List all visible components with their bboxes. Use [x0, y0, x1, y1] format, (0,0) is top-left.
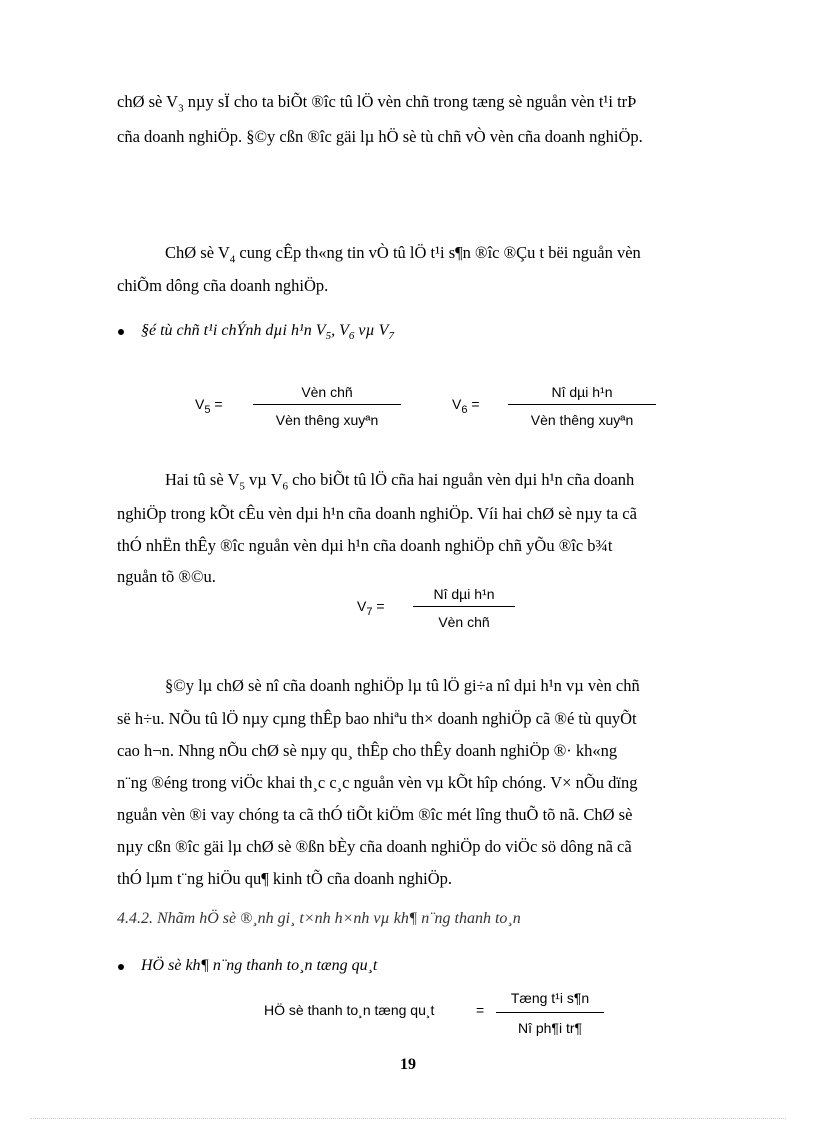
- para3-line4: nguån tõ ®©u.: [117, 567, 216, 586]
- para4-line6: nµy cßn ®îc gäi lµ chØ sè ®ßn bÈy cña doanh nghiÖp do viÖc sö dông nã cã: [117, 837, 632, 856]
- para1-line2: cña doanh nghiÖp. §©y cßn ®îc gäi lµ hÖ sè tù chñ vÒ vèn cña doanh nghiÖp.: [117, 127, 643, 146]
- formula-v5-denominator: Vèn thêng xuyªn: [275, 412, 379, 428]
- bullet-autonomy: §é tù chñ t¹i chÝnh dµi h¹n $V_5$, $V_6$ vµ $V_7$: [141, 322, 394, 342]
- formula-v7-denominator: Vèn chñ: [438, 614, 490, 630]
- formula-v7-numerator: Nî dµi h¹n: [433, 586, 495, 602]
- formula-v5-numerator: Vèn chñ: [301, 384, 353, 400]
- para3-line1: Hai tû sè $V_5$ vµ $V_6$ cho biÕt tû lÖ cña hai nguån vèn dµi h¹n cña doanh: [165, 470, 635, 493]
- formula-v7-bar: [413, 606, 515, 607]
- para3-line2: nghiÖp trong kÕt cÊu vèn dµi h¹n cña doanh nghiÖp. Víi hai chØ sè nµy ta cã: [117, 504, 637, 523]
- bullet-dot-icon: [118, 329, 124, 335]
- para1-line1: chØ sè $V_3$ nµy sÏ cho ta biÕt ®îc tû lÖ vèn chñ trong tæng sè nguån vèn t¹i trÞ: [117, 92, 637, 115]
- bullet-solvency: HÖ sè kh¶ n¨ng thanh to¸n tæng qu¸t: [141, 957, 377, 975]
- formula-v6-bar: [508, 404, 656, 405]
- para4-line5: nguån vèn ®i vay chóng ta cã thÓ tiÕt kiÖm ®îc mét lîng thuÕ tõ nã. ChØ sè: [117, 805, 633, 824]
- formula-tq-denominator: Nî ph¶i tr¶: [517, 1020, 583, 1036]
- para2-line2: chiÕm dông cña doanh nghiÖp.: [117, 276, 329, 295]
- para3-line3: thÓ nhËn thÊy ®îc nguån vèn dµi h¹n cña doanh nghiÖp chñ yÕu ®îc b¾t: [117, 536, 613, 555]
- section-heading: 4.4.2. Nhãm hÖ sè ®¸nh gi¸ t×nh h×nh vµ kh¶ n¨ng thanh to¸n: [117, 910, 521, 927]
- bullet-dot-icon: [118, 964, 124, 970]
- document-page: chØ sè $V_3$ nµy sÏ cho ta biÕt ®îc tû lÖ vèn chñ trong tæng sè nguån vèn t¹i trÞ cña doanh nghiÖp. §©y cßn ®îc gäi lµ hÖ sè tù chñ vÒ vèn cña doanh nghiÖp. ChØ sè $V_4$ cung cÊp th«ng tin vÒ tû lÖ t¹i s¶n ®îc ®Çu t bëi nguån vèn chiÕm dông cña doanh nghiÖp. §é tù chñ t¹i chÝnh dµi h¹n $V_5$, $V_6$ vµ $V_7$ $V_5$ = Vèn chñ Vèn thêng xuyªn $V_6$ = Nî dµi h¹n Vèn thêng xuyªn Hai tû sè $V_5$ vµ $V_6$ cho biÕt tû lÖ cña hai nguån vèn dµi h¹n cña doanh nghiÖp trong kÕt cÊu vèn dµi h¹n cña doanh nghiÖp. Víi hai chØ sè nµy ta cã thÓ nhËn thÊy ®îc nguån vèn dµi h¹n cña doanh nghiÖp chñ yÕu ®îc b¾t nguån tõ ®©u. $V_7$ = Nî dµi h¹n Vèn chñ §©y lµ chØ sè nî cña doanh nghiÖp lµ tû lÖ gi÷a nî dµi h¹n vµ vèn chñ së h÷u. NÕu tû lÖ nµy cµng thÊp bao nhiªu th× doanh nghiÖp cã ®é tù quyÕt cao h¬n. Nhng nÕu chØ sè nµy qu¸ thÊp cho thÊy doanh nghiÖp ®· kh«ng n¨ng ®éng trong viÖc khai th¸c c¸c nguån vèn vµ kÕt hîp chóng. V× nÕu dïng nguån vèn ®i vay chóng ta cã thÓ tiÕt kiÖm ®îc mét lîng thuÕ tõ nã. ChØ sè nµy cßn ®îc gäi lµ chØ sè ®ßn bÈy cña doanh nghiÖp do viÖc sö dông nã cã thÓ lµm t¨ng hiÖu qu¶ kinh tÕ cña doanh nghiÖp. 4.4.2. Nhãm hÖ sè ®¸nh gi¸ t×nh h×nh vµ kh¶ n¨ng thanh to¸n HÖ sè kh¶ n¨ng thanh to¸n tæng qu¸t HÖ sè thanh to¸n tæng qu¸t = Tæng t¹i s¶n Nî ph¶i tr¶ 19: [0, 0, 816, 1123]
- para4-line3: cao h¬n. Nhng nÕu chØ sè nµy qu¸ thÊp cho thÊy doanh nghiÖp ®· kh«ng: [117, 741, 618, 760]
- formula-eq: =: [476, 1002, 485, 1018]
- page-number: 19: [400, 1056, 416, 1073]
- para4-line2: së h÷u. NÕu tû lÖ nµy cµng thÊp bao nhiªu th× doanh nghiÖp cã ®é tù quyÕt: [117, 709, 637, 728]
- para4-line1: §©y lµ chØ sè nî cña doanh nghiÖp lµ tû lÖ gi÷a nî dµi h¹n vµ vèn chñ: [165, 676, 640, 695]
- formula-lhs: HÖ sè thanh to¸n tæng qu¸t: [264, 1002, 435, 1018]
- formula-v6-numerator: Nî dµi h¹n: [551, 384, 613, 400]
- formula-v6-denominator: Vèn thêng xuyªn: [530, 412, 634, 428]
- formula-v5-bar: [253, 404, 401, 405]
- para4-line7: thÓ lµm t¨ng hiÖu qu¶ kinh tÕ cña doanh nghiÖp.: [117, 869, 453, 888]
- para2-line1: ChØ sè $V_4$ cung cÊp th«ng tin vÒ tû lÖ t¹i s¶n ®îc ®Çu t bëi nguån vèn: [165, 243, 641, 266]
- formula-tq-numerator: Tæng t¹i s¶n: [510, 990, 590, 1006]
- footer-dotted-divider: [30, 1118, 786, 1119]
- formula-tq-bar: [496, 1012, 604, 1013]
- para4-line4: n¨ng ®éng trong viÖc khai th¸c c¸c nguån vèn vµ kÕt hîp chóng. V× nÕu dïng: [117, 773, 638, 792]
